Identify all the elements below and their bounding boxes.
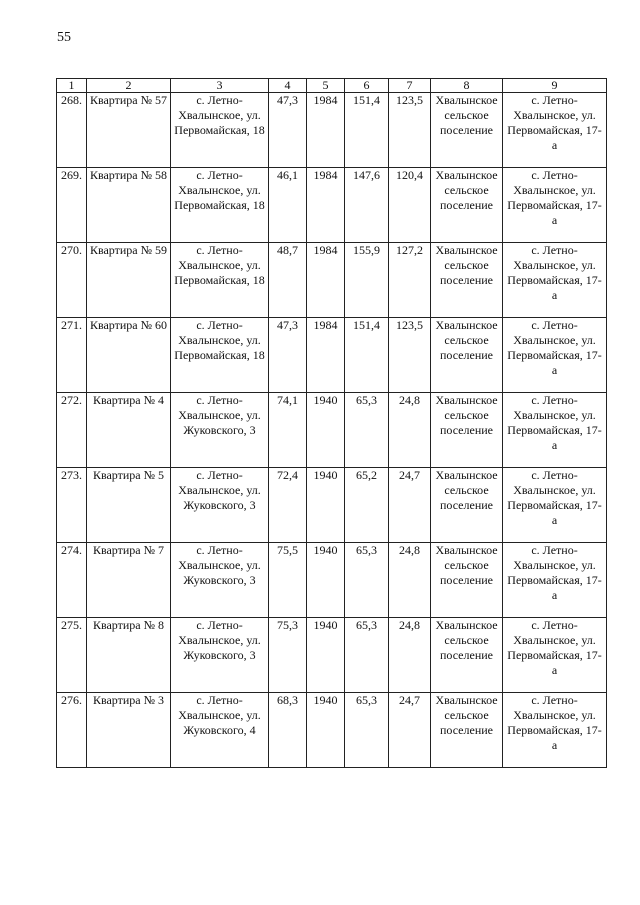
- object-address: с. Летно-Хвалынское, ул. Первомайская, 18: [171, 168, 269, 243]
- owner-location: с. Летно-Хвалынское, ул. Первомайская, 17-а: [503, 393, 607, 468]
- row-number: 276.: [57, 693, 87, 768]
- object-name: Квартира № 59: [87, 243, 171, 318]
- object-year: 1940: [307, 393, 345, 468]
- column-header: 8: [431, 79, 503, 93]
- object-area: 68,3: [269, 693, 307, 768]
- row-number: 271.: [57, 318, 87, 393]
- object-name: Квартира № 8: [87, 618, 171, 693]
- column-header: 6: [345, 79, 389, 93]
- owner-location: с. Летно-Хвалынское, ул. Первомайская, 17-а: [503, 693, 607, 768]
- value-col-6: 155,9: [345, 243, 389, 318]
- owner-location: с. Летно-Хвалынское, ул. Первомайская, 17-а: [503, 468, 607, 543]
- table-row: [57, 393, 607, 468]
- value-col-7: 120,4: [389, 168, 431, 243]
- table-row: [57, 543, 607, 618]
- owner: Хвалынское сельское поселение: [431, 318, 503, 393]
- object-year: 1984: [307, 93, 345, 168]
- object-year: 1940: [307, 468, 345, 543]
- row-number: 274.: [57, 543, 87, 618]
- column-header: 2: [87, 79, 171, 93]
- object-address: с. Летно-Хвалынское, ул. Первомайская, 18: [171, 318, 269, 393]
- value-col-7: 123,5: [389, 318, 431, 393]
- owner: Хвалынское сельское поселение: [431, 243, 503, 318]
- row-number: 270.: [57, 243, 87, 318]
- table-row: [57, 468, 607, 543]
- owner: Хвалынское сельское поселение: [431, 693, 503, 768]
- value-col-6: 147,6: [345, 168, 389, 243]
- owner: Хвалынское сельское поселение: [431, 168, 503, 243]
- owner-location: с. Летно-Хвалынское, ул. Первомайская, 17-а: [503, 618, 607, 693]
- object-address: с. Летно-Хвалынское, ул. Жуковского, 3: [171, 468, 269, 543]
- value-col-7: 24,7: [389, 468, 431, 543]
- column-header: 3: [171, 79, 269, 93]
- object-area: 47,3: [269, 93, 307, 168]
- owner: Хвалынское сельское поселение: [431, 468, 503, 543]
- table-row: [57, 168, 607, 243]
- value-col-6: 65,3: [345, 618, 389, 693]
- value-col-6: 65,3: [345, 693, 389, 768]
- object-name: Квартира № 5: [87, 468, 171, 543]
- value-col-7: 24,8: [389, 618, 431, 693]
- object-address: с. Летно-Хвалынское, ул. Жуковского, 3: [171, 393, 269, 468]
- object-name: Квартира № 58: [87, 168, 171, 243]
- column-header: 9: [503, 79, 607, 93]
- object-address: с. Летно-Хвалынское, ул. Жуковского, 4: [171, 693, 269, 768]
- object-area: 72,4: [269, 468, 307, 543]
- column-header: 4: [269, 79, 307, 93]
- object-year: 1984: [307, 168, 345, 243]
- owner: Хвалынское сельское поселение: [431, 618, 503, 693]
- value-col-6: 151,4: [345, 93, 389, 168]
- value-col-7: 24,8: [389, 543, 431, 618]
- row-number: 269.: [57, 168, 87, 243]
- object-area: 75,3: [269, 618, 307, 693]
- owner-location: с. Летно-Хвалынское, ул. Первомайская, 17-а: [503, 318, 607, 393]
- object-name: Квартира № 7: [87, 543, 171, 618]
- value-col-7: 24,7: [389, 693, 431, 768]
- table-row: [57, 693, 607, 768]
- table-row: [57, 618, 607, 693]
- owner-location: с. Летно-Хвалынское, ул. Первомайская, 17-а: [503, 243, 607, 318]
- table-header-row: [57, 79, 607, 93]
- table-row: [57, 243, 607, 318]
- row-number: 275.: [57, 618, 87, 693]
- owner-location: с. Летно-Хвалынское, ул. Первомайская, 17-а: [503, 543, 607, 618]
- row-number: 272.: [57, 393, 87, 468]
- value-col-7: 123,5: [389, 93, 431, 168]
- table-row: [57, 318, 607, 393]
- object-name: Квартира № 4: [87, 393, 171, 468]
- object-address: с. Летно-Хвалынское, ул. Жуковского, 3: [171, 618, 269, 693]
- column-header: 1: [57, 79, 87, 93]
- object-year: 1940: [307, 693, 345, 768]
- object-year: 1984: [307, 318, 345, 393]
- object-name: Квартира № 3: [87, 693, 171, 768]
- row-number: 268.: [57, 93, 87, 168]
- owner: Хвалынское сельское поселение: [431, 93, 503, 168]
- column-header: 5: [307, 79, 345, 93]
- object-area: 75,5: [269, 543, 307, 618]
- owner-location: с. Летно-Хвалынское, ул. Первомайская, 17-а: [503, 93, 607, 168]
- page-number: 55: [57, 30, 71, 45]
- value-col-6: 65,3: [345, 393, 389, 468]
- table-row: [57, 93, 607, 168]
- object-year: 1940: [307, 618, 345, 693]
- owner-location: с. Летно-Хвалынское, ул. Первомайская, 17-а: [503, 168, 607, 243]
- object-area: 46,1: [269, 168, 307, 243]
- owner: Хвалынское сельское поселение: [431, 393, 503, 468]
- object-area: 74,1: [269, 393, 307, 468]
- property-registry-table: [56, 78, 607, 768]
- column-header: 7: [389, 79, 431, 93]
- value-col-6: 151,4: [345, 318, 389, 393]
- object-address: с. Летно-Хвалынское, ул. Жуковского, 3: [171, 543, 269, 618]
- value-col-7: 24,8: [389, 393, 431, 468]
- object-name: Квартира № 60: [87, 318, 171, 393]
- value-col-6: 65,3: [345, 543, 389, 618]
- object-name: Квартира № 57: [87, 93, 171, 168]
- object-year: 1940: [307, 543, 345, 618]
- row-number: 273.: [57, 468, 87, 543]
- object-year: 1984: [307, 243, 345, 318]
- object-address: с. Летно-Хвалынское, ул. Первомайская, 18: [171, 93, 269, 168]
- object-area: 48,7: [269, 243, 307, 318]
- value-col-6: 65,2: [345, 468, 389, 543]
- object-area: 47,3: [269, 318, 307, 393]
- object-address: с. Летно-Хвалынское, ул. Первомайская, 18: [171, 243, 269, 318]
- value-col-7: 127,2: [389, 243, 431, 318]
- owner: Хвалынское сельское поселение: [431, 543, 503, 618]
